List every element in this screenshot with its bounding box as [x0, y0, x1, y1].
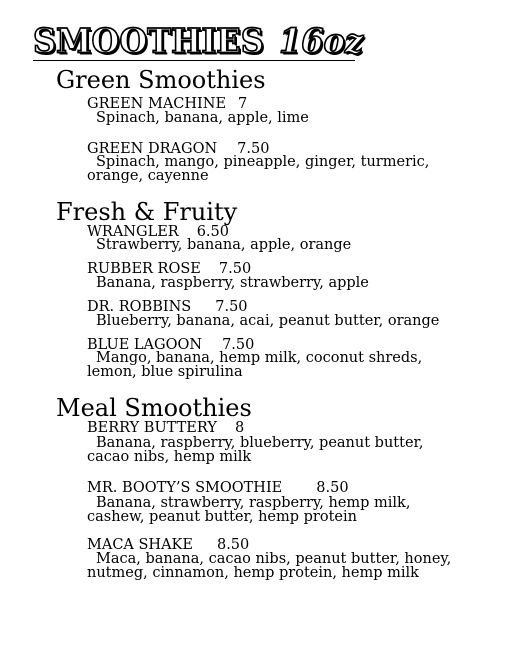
item-price: 8 — [234, 420, 245, 436]
menu-item-description: Blueberry, banana, acai, peanut butter, orange — [96, 313, 440, 329]
menu-item-description: Banana, strawberry, raspberry, hemp milk, cashew, peanut butter, hemp protein — [87, 495, 411, 525]
item-name-text: MR. BOOTY’S SMOOTHIE — [87, 480, 283, 496]
item-price: 7.50 — [222, 337, 255, 353]
menu-item-description: Strawberry, banana, apple, orange — [96, 237, 352, 253]
menu-header — [33, 18, 364, 61]
item-price: 8.50 — [316, 480, 349, 496]
item-name-text: WRANGLER — [87, 224, 179, 240]
menu-item-description: Spinach, banana, apple, lime — [96, 110, 309, 126]
item-price: 7 — [238, 96, 248, 112]
item-name-text: BERRY BUTTERY — [87, 420, 217, 436]
item-price: 7.50 — [218, 261, 252, 277]
item-name-text: MACA SHAKE — [87, 537, 193, 553]
item-name-text: BLUE LAGOON — [87, 337, 203, 353]
header-title: SMOOTHIES — [33, 21, 264, 61]
item-name-text: RUBBER ROSE — [87, 261, 201, 277]
menu-item-name — [87, 481, 349, 496]
item-name-text: GREEN DRAGON — [87, 141, 218, 157]
menu-item-name — [87, 421, 244, 436]
section-title-green-smoothies: Green Smoothies — [56, 66, 266, 94]
menu-item-description: Spinach, mango, pineapple, ginger, turmeric, orange, cayenne — [87, 154, 430, 184]
menu-item-description: Maca, banana, cacao nibs, peanut butter, honey, nutmeg, cinnamon, hemp protein, hemp milk — [87, 551, 452, 581]
item-name-text: DR. ROBBINS — [87, 299, 192, 315]
menu-item-description: Banana, raspberry, blueberry, peanut butter, cacao nibs, hemp milk — [87, 435, 424, 465]
item-price: 8.50 — [216, 537, 250, 553]
item-name-text: GREEN MACHINE — [87, 96, 227, 112]
menu-item-description: Mango, banana, hemp milk, coconut shreds, lemon, blue spirulina — [87, 350, 423, 380]
header-size: 16oz — [279, 21, 364, 61]
section-title-fresh-fruity: Fresh & Fruity — [56, 198, 238, 226]
item-price: 6.50 — [196, 224, 229, 240]
section-title-meal-smoothies: Meal Smoothies — [56, 394, 252, 422]
item-price: 7.50 — [215, 299, 248, 315]
menu-item-description: Banana, raspberry, strawberry, apple — [96, 275, 369, 291]
item-price: 7.50 — [237, 141, 270, 157]
